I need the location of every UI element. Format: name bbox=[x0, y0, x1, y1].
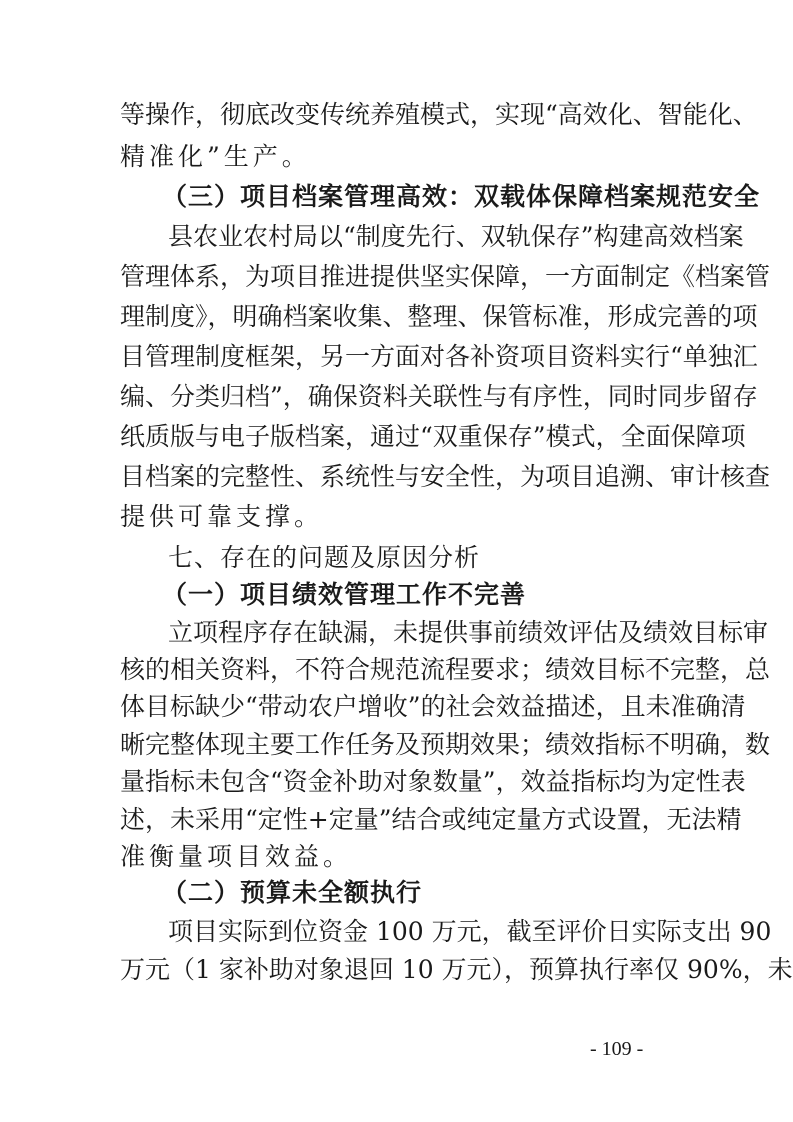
section-heading: （三）项目档案管理高效：双载体保障档案规范安全 bbox=[162, 182, 761, 211]
body-text-line: 提供可靠支撑。 bbox=[120, 502, 324, 531]
body-text-line: 目档案的完整性、系统性与安全性，为项目追溯、审计核查 bbox=[120, 462, 771, 491]
body-text-line: 体目标缺少“带动农户增收”的社会效益描述，且未准确清 bbox=[120, 692, 746, 721]
body-text-line: 万元（1 家补助对象退回 10 万元），预算执行率仅 90%，未 bbox=[120, 955, 793, 984]
body-text-line: 管理体系，为项目推进提供坚实保障，一方面制定《档案管 bbox=[120, 262, 771, 291]
page-number: - 109 - bbox=[590, 1038, 644, 1060]
body-text-line: 准衡量项目效益。 bbox=[120, 842, 353, 871]
body-text-line: 理制度》，明确档案收集、整理、保管标准，形成完善的项 bbox=[120, 302, 758, 331]
body-text-line: 精准化”生产。 bbox=[120, 142, 311, 171]
section-heading: （一）项目绩效管理工作不完善 bbox=[162, 580, 527, 609]
body-text-line: 等操作，彻底改变传统养殖模式，实现“高效化、智能化、 bbox=[120, 100, 758, 129]
body-text-line: 纸质版与电子版档案，通过“双重保存”模式，全面保障项 bbox=[120, 422, 746, 451]
chapter-heading: 七、存在的问题及原因分析 bbox=[168, 543, 481, 572]
body-text-line: 县农业农村局以“制度先行、双轨保存”构建高效档案 bbox=[168, 222, 744, 251]
section-heading: （二）预算未全额执行 bbox=[162, 878, 423, 907]
body-text-line: 晰完整体现主要工作任务及预期效果；绩效指标不明确，数 bbox=[120, 730, 771, 759]
body-text-line: 目管理制度框架，另一方面对各补资项目资料实行“单独汇 bbox=[120, 342, 758, 371]
body-text-line: 述，未采用“定性+定量”结合或纯定量方式设置，无法精 bbox=[120, 805, 742, 834]
body-text-line: 项目实际到位资金 100 万元，截至评价日实际支出 90 bbox=[168, 917, 772, 946]
body-text-line: 核的相关资料，不符合规范流程要求；绩效目标不完整，总 bbox=[120, 655, 771, 684]
body-text-line: 量指标未包含“资金补助对象数量”，效益指标均为定性表 bbox=[120, 767, 746, 796]
body-text-line: 编、分类归档”，确保资料关联性与有序性，同时同步留存 bbox=[120, 382, 758, 411]
body-text-line: 立项程序存在缺漏，未提供事前绩效评估及绩效目标审 bbox=[168, 618, 769, 647]
